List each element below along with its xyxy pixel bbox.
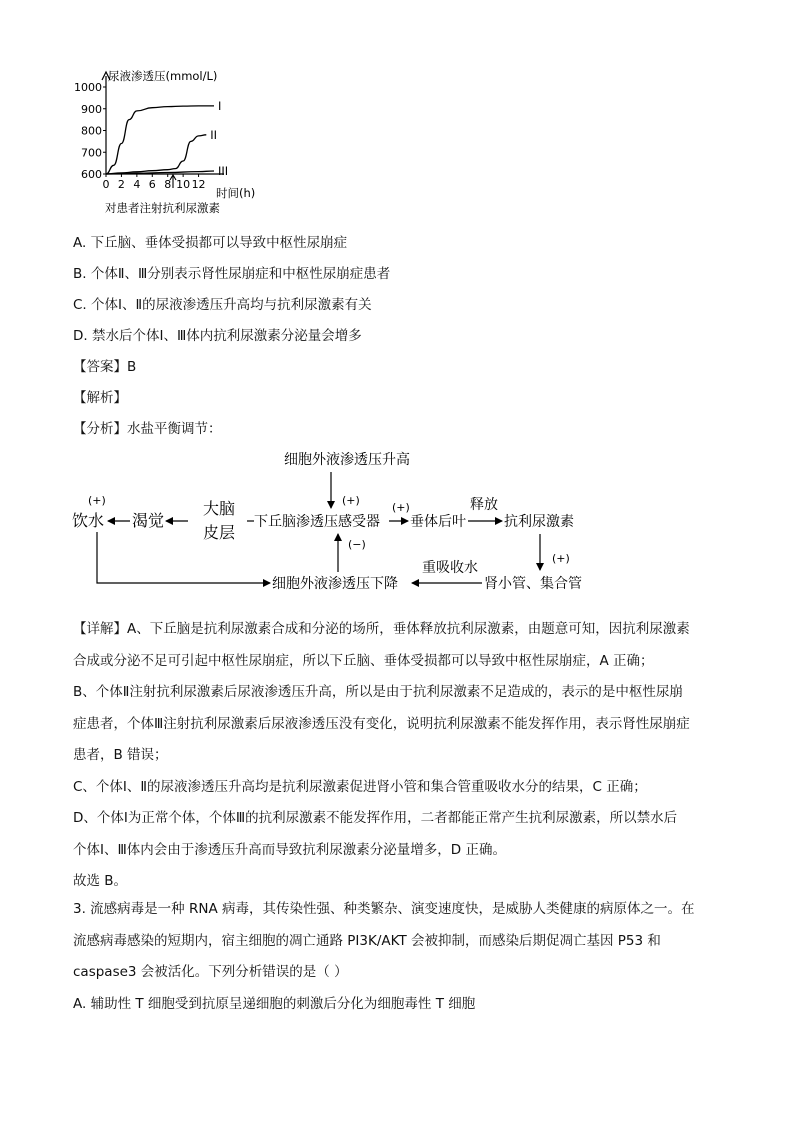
node-osm-fall: 细胞外液渗透压下降 [272,576,398,592]
series-label: I [218,98,222,113]
node-thirst: 渴觉 [132,511,165,530]
x-tick-label: 10 [176,178,191,191]
analysis-heading: 【解析】 [73,390,127,406]
y-axis-label: 尿液渗透压(mmol/L) [108,69,218,83]
urine-osmolality-chart [66,64,276,220]
plus-sign-pituitary: (+) [392,501,410,514]
node-drink: 饮水 [72,511,105,530]
node-kidney: 肾小管、集合管 [484,576,582,592]
chart-annotation: 对患者注射抗利尿激素 [105,201,220,215]
question-line: caspase3 会被活化。下列分析错误的是（ ） [73,964,348,980]
x-tick-label: 4 [133,178,141,191]
water-salt-balance-diagram [66,448,606,596]
plus-sign-drink: (+) [88,494,106,507]
detail-line: 症患者，个体Ⅲ注射抗利尿激素后尿液渗透压没有变化，说明抗利尿激素不能发挥作用，表示肾性尿崩症 [73,715,690,732]
x-tick-label: 2 [117,178,125,191]
x-tick-label: 12 [191,178,206,191]
question-line: 流感病毒感染的短期内，宿主细胞的凋亡通路 PI3K/AKT 会被抑制，而感染后期促凋亡基因 P53 和 [73,932,661,949]
x-tick-label: 8 [164,178,172,191]
series-line-1 [106,106,214,174]
plus-sign-receptor: (+) [342,494,360,507]
question-3-option-a: A. 辅助性 T 细胞受到抗原呈递细胞的刺激后分化为细胞毒性 T 细胞 [73,995,476,1012]
option-d: D. 禁水后个体Ⅰ、Ⅲ体内抗利尿激素分泌量会增多 [73,328,362,344]
option-b: B. 个体Ⅱ、Ⅲ分别表示肾性尿崩症和中枢性尿崩症患者 [73,266,391,282]
question-3 [73,894,723,1020]
x-tick-label: 6 [148,178,156,191]
x-axis-label: 时间(h) [216,186,256,200]
node-cortex-1: 大脑 [203,499,236,518]
y-tick-label: 600 [81,168,102,181]
detail-conclusion: 故选 B。 [73,873,128,889]
node-cortex-2: 皮层 [203,523,236,542]
y-tick-label: 700 [81,146,102,160]
detail-line: 患者，B 错误； [73,747,168,763]
detail-line: 【详解】A、下丘脑是抗利尿激素合成和分泌的场所，垂体释放抗利尿激素，由题意可知，因抗利尿激素 [73,621,690,637]
answer: 【答案】B [73,359,137,375]
plus-sign-kidney: (+) [552,552,570,565]
detail-explanation [73,614,723,898]
arrow-drink-to-osm-fall [97,532,270,583]
detail-line: C、个体Ⅰ、Ⅱ的尿液渗透压升高均是抗利尿激素促进肾小管和集合管重吸收水分的结果，C 正确； [73,778,647,795]
node-pituitary: 垂体后叶 [410,514,466,530]
label-reabsorb: 重吸收水 [422,560,478,576]
node-adh: 抗利尿激素 [504,514,574,530]
node-receptor: 下丘脑渗透压感受器 [254,514,380,530]
node-osm-rise: 细胞外液渗透压升高 [284,452,410,468]
analysis-intro: 【分析】水盐平衡调节： [73,421,222,437]
y-tick-label: 1000 [74,81,102,94]
option-a: A. 下丘脑、垂体受损都可以导致中枢性尿崩症 [73,235,348,251]
detail-line: D、个体Ⅰ为正常个体，个体Ⅲ的抗利尿激素不能发挥作用，二者都能正常产生抗利尿激素，所以禁水后 [73,810,678,826]
minus-sign-receptor: (−) [348,538,366,551]
detail-line: 个体Ⅰ、Ⅲ体内会由于渗透压升高而导致抗利尿激素分泌量增多，D 正确。 [73,841,506,858]
series-label: III [218,163,229,178]
detail-line: 合成或分泌不足可引起中枢性尿崩症，所以下丘脑、垂体受损都可以导致中枢性尿崩症，A 正确； [73,652,654,669]
x-tick-label: 0 [102,178,110,191]
option-c: C. 个体Ⅰ、Ⅱ的尿液渗透压升高均与抗利尿激素有关 [73,297,372,313]
series-label: II [210,127,218,142]
series-line-2 [106,135,206,174]
y-tick-label: 800 [81,124,102,138]
detail-line: B、个体Ⅱ注射抗利尿激素后尿液渗透压升高，所以是由于抗利尿激素不足造成的，表示的是中枢性尿崩 [73,684,683,700]
y-tick-label: 900 [81,102,102,116]
question-line: 3. 流感病毒是一种 RNA 病毒，其传染性强、种类繁杂、演变速度快，是威胁人类健康的病原体之一。在 [73,901,695,917]
label-release: 释放 [470,497,498,513]
